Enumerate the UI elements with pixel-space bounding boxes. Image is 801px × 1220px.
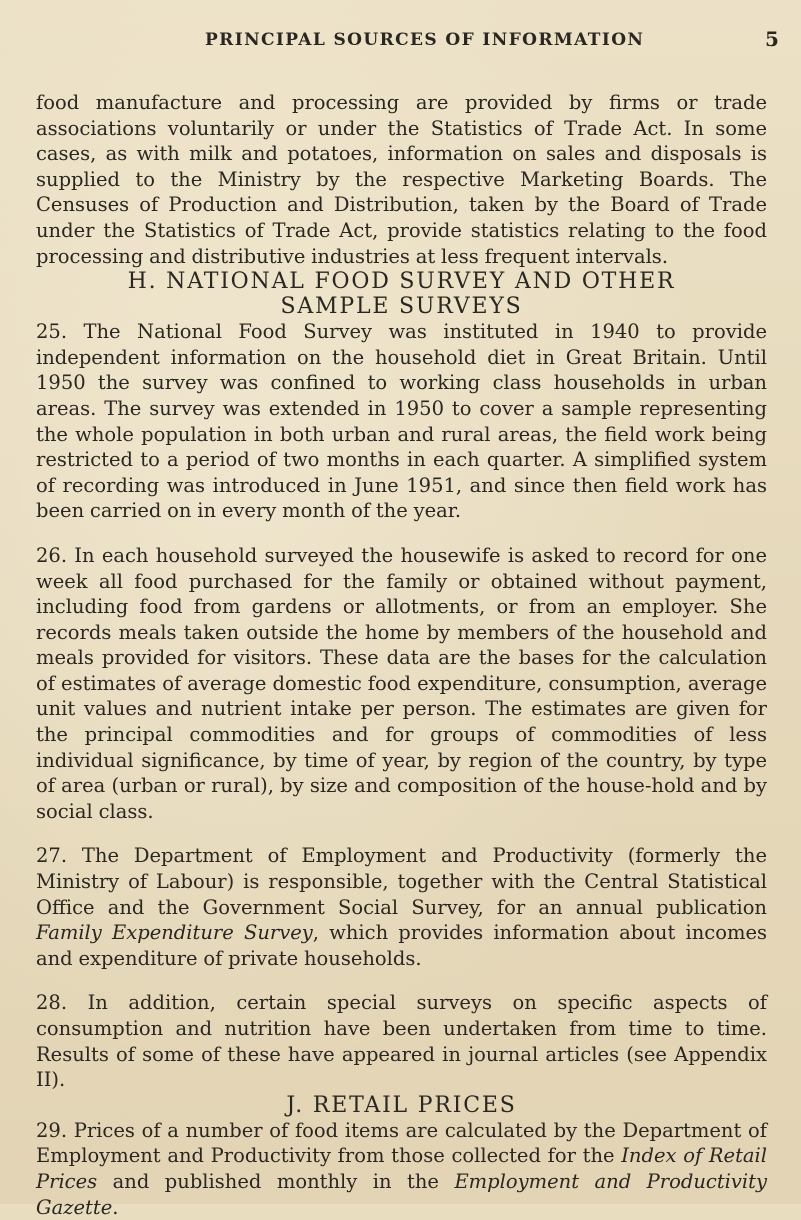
section-heading-j: J. RETAIL PRICES bbox=[286, 1092, 517, 1118]
publication-title-employment-gazette: Employment and Productivity Gazette bbox=[36, 1169, 768, 1219]
paragraph-29-text-c: . bbox=[112, 1195, 119, 1219]
publication-title-family-expenditure-survey: Family Expenditure Survey bbox=[36, 921, 313, 945]
paragraph-27 bbox=[36, 843, 767, 971]
page-body bbox=[36, 90, 767, 1220]
section-heading-h-line1: H. NATIONAL FOOD SURVEY AND OTHER bbox=[127, 269, 676, 295]
section-heading-h bbox=[36, 269, 767, 319]
running-title: PRINCIPAL SOURCES OF INFORMATION bbox=[205, 30, 645, 50]
paragraph-25: 25. The National Food Survey was instituted in 1940 to provide independent information on the household diet in Great Britain. Until 1950 the survey was confined to working class households in urban areas. The survey was extended in 1950 to cover a sample representing the whole population in both urban and rural areas, the field work being restricted to a period of two months in each quarter. A simplified system of recording was introduced in June 1951, and since then field work has been carried on in every month of the year. bbox=[36, 320, 767, 523]
paragraph-27-text-b: , which provides information about incomes and expenditure of private households. bbox=[36, 921, 767, 970]
paragraph-29-text-b: and published monthly in the bbox=[97, 1169, 455, 1193]
paragraph-27-text-a: 27. The Department of Employment and Productivity (formerly the Ministry of Labour) is responsible, together with the Central Statistical Office and the Government Social Survey, for an annual publication bbox=[36, 844, 767, 919]
page-number: 5 bbox=[765, 27, 779, 51]
publication-title-index-of-retail-prices: Index of Retail Prices bbox=[36, 1144, 768, 1193]
paragraph-26: 26. In each household surveyed the housewife is asked to record for one week all food purchased for the family or obtained without payment, including food from gardens or allotments, or from an employer. She records meals taken outside the home by members of the household and meals provided for visitors. These data are the bases for the calculation of estimates of average domestic food expenditure, consumption, average unit values and nutrient intake per person. The estimates are given for the principal commodities and for groups of commodities of less individual significance, by time of year, by region of the country, by type of area (urban or rural), by size and composition of the house-hold and by social class. bbox=[36, 543, 767, 823]
paragraph-29-text-a: 29. Prices of a number of food items are calculated by the Department of Employment and Productivity from those collected for the bbox=[36, 1118, 767, 1168]
paragraph-intro: food manufacture and processing are provided by firms or trade associations voluntarily or under the Statistics of Trade Act. In some cases, as with milk and potatoes, information on sales and disposals is supplied to the Ministry by the respective Marketing Boards. The Censuses of Production and Distribution, taken by the Board of Trade under the Statistics of Trade Act, provide statistics relating to the food processing and distributive industries at less frequent intervals. bbox=[36, 91, 767, 268]
paragraph-29 bbox=[36, 1118, 767, 1220]
section-heading-h-line2: SAMPLE SURVEYS bbox=[280, 294, 523, 320]
paragraph-28: 28. In addition, certain special surveys on specific aspects of consumption and nutrition have been undertaken from time to time. Results of some of these have appeared in journal articles (see Appendix II). bbox=[36, 991, 767, 1092]
